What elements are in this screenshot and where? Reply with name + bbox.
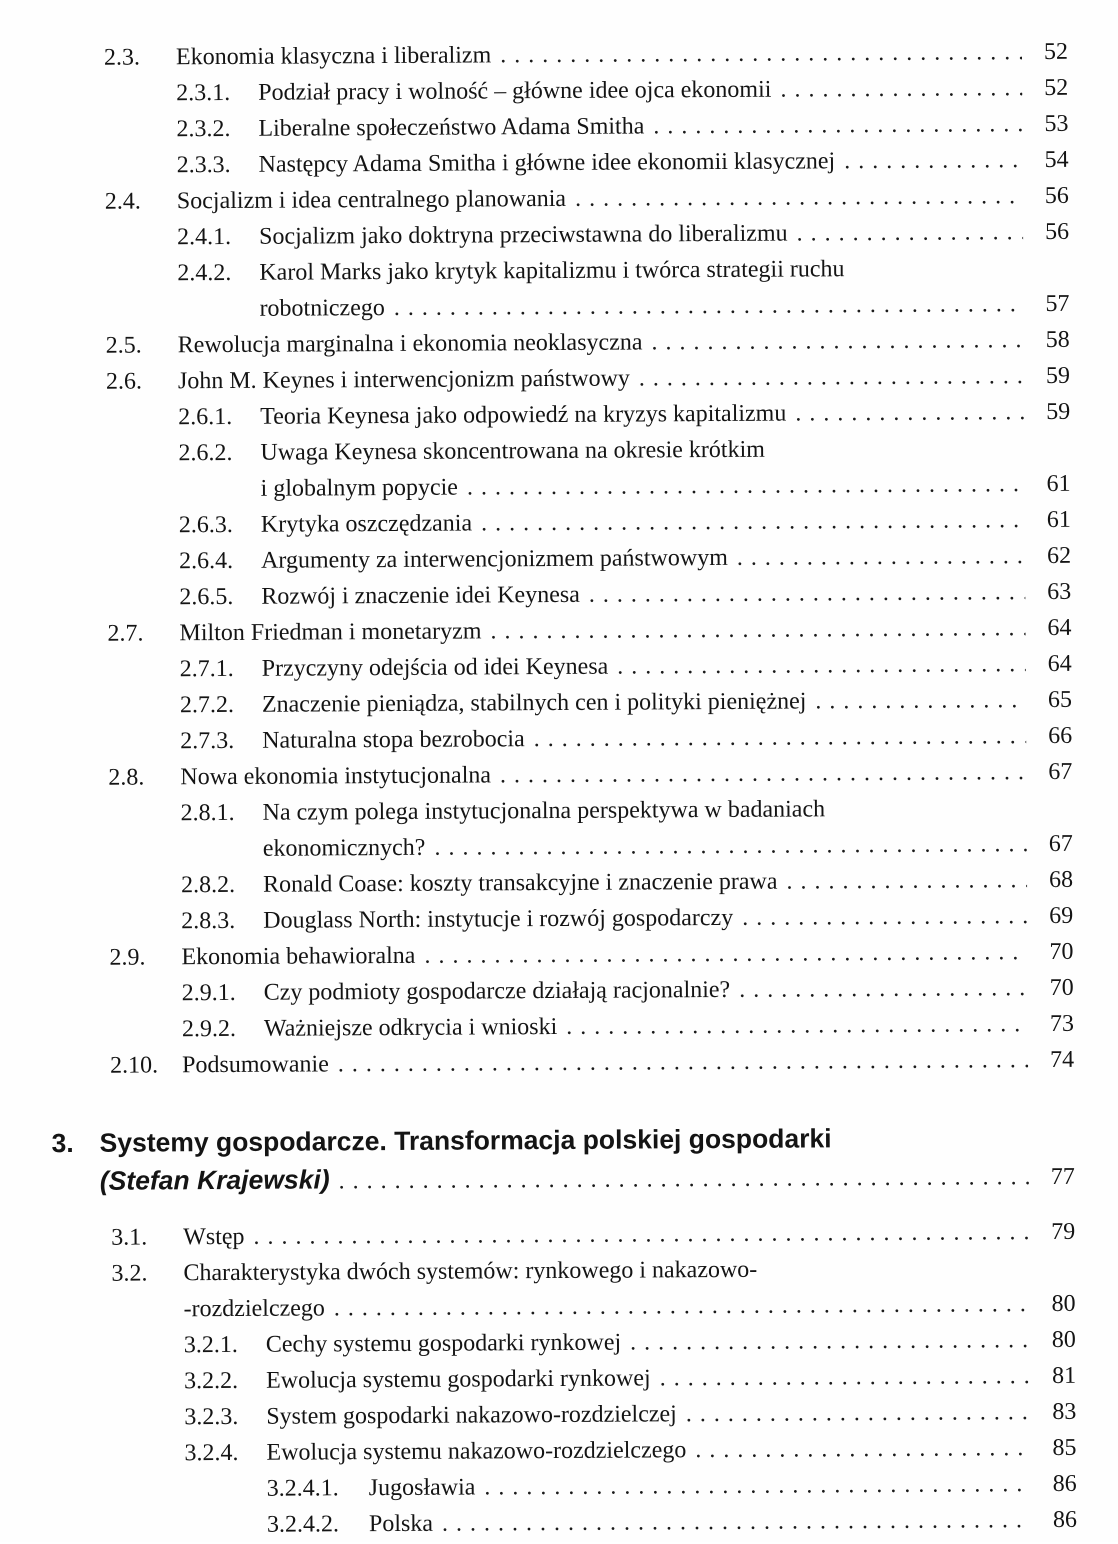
toc-entry-title: Polska <box>368 1510 434 1538</box>
toc-entry-number: 2.8.1. <box>180 799 235 827</box>
dot-leader <box>253 1214 1029 1255</box>
toc-entry-page-number: 59 <box>1045 362 1071 389</box>
toc-entry-title: Argumenty za interwencjonizmem państwowym <box>260 544 728 574</box>
toc-entry-number: 3.2.2. <box>183 1367 239 1395</box>
toc-entry <box>4 790 1072 869</box>
toc-entry-page-number: 64 <box>1047 650 1072 677</box>
toc-entry <box>1 250 1069 329</box>
toc-entry-title: Ekonomia klasyczna i liberalizm <box>175 42 492 71</box>
toc-entry-page-number: 61 <box>1046 506 1071 533</box>
toc-entry-number: 2.3. <box>103 44 141 71</box>
toc-entry-body <box>176 34 1068 75</box>
toc-entry-body <box>258 106 1068 147</box>
toc-entry-body <box>258 70 1068 111</box>
toc-entry-number: 2.6.5. <box>179 583 234 611</box>
dot-leader <box>589 574 1026 613</box>
toc-entry-title: Cechy systemu gospodarki rynkowej <box>265 1329 622 1358</box>
dot-leader <box>424 934 1027 974</box>
toc-entry-page-number: 66 <box>1048 722 1073 749</box>
toc-entry-line <box>264 1006 1074 1047</box>
dot-leader <box>639 358 1024 396</box>
toc-entry-line <box>263 826 1073 867</box>
dot-leader <box>338 1042 1029 1082</box>
toc-entry-number: 2.5. <box>105 332 142 359</box>
dot-leader <box>796 214 1023 251</box>
toc-entry-body <box>178 358 1070 399</box>
toc-entry-line <box>177 178 1069 219</box>
toc-entry-line <box>261 538 1071 579</box>
toc-entry-page-number: 65 <box>1047 686 1073 713</box>
toc-entry-page-number: 81 <box>1051 1362 1077 1389</box>
toc-entry-body <box>177 178 1069 219</box>
toc-entry-title: Douglass North: instytucje i rozwój gospodarczy <box>263 904 734 934</box>
toc-entry-line <box>176 34 1068 75</box>
toc-entry-page-number: 70 <box>1049 974 1074 1001</box>
toc-entry-number: 2.9.1. <box>181 979 236 1007</box>
toc-entry-page-number: 56 <box>1044 218 1070 245</box>
toc-entry-line <box>183 1214 1075 1255</box>
toc-entry-line <box>259 250 1069 291</box>
toc-entry-line <box>261 466 1071 507</box>
toc-entry-number: 2.6.1. <box>178 403 233 431</box>
toc-entry-title: Na czym polega instytucjonalna perspektywa w badaniach <box>262 796 826 826</box>
toc-entry-line <box>178 358 1070 399</box>
toc-entry-page-number: 67 <box>1048 830 1073 857</box>
toc-entry-body <box>178 322 1070 363</box>
toc-entry-title: Teoria Keynesa jako odpowiedź na kryzys kapitalizmu <box>260 400 787 430</box>
toc-entry-page-number: 79 <box>1051 1218 1076 1245</box>
dot-leader <box>780 70 1022 107</box>
toc-entry-number: 3.2. <box>111 1260 148 1287</box>
toc-entry-page-number: 80 <box>1051 1290 1076 1317</box>
toc-entry-body <box>266 1430 1076 1471</box>
toc-entry-body <box>261 574 1071 615</box>
toc-entry-title: Socjalizm i idea centralnego planowania <box>176 185 567 215</box>
toc-entry-title: Ronald Coase: koszty transakcyjne i znaczenie prawa <box>262 868 778 898</box>
toc-entry-body <box>179 610 1071 651</box>
toc-entry-title: Uwaga Keynesa skoncentrowana na okresie krótkim <box>260 436 765 466</box>
dot-leader <box>484 1466 1031 1505</box>
dot-leader <box>695 1430 1030 1468</box>
toc-entry-title: Karol Marks jako krytyk kapitalizmu i twórca strategii ruchu <box>259 256 845 286</box>
toc-entry-page-number: 59 <box>1046 398 1071 425</box>
toc-entry-title: Krytyka oszczędzania <box>260 510 473 538</box>
toc-entry-line <box>266 1322 1076 1363</box>
toc-entry-page-number: 83 <box>1052 1398 1077 1425</box>
toc-entry-title: Rewolucja marginalna i ekonomia neoklasyczna <box>177 329 643 359</box>
toc-entry-body <box>183 1214 1075 1255</box>
dot-leader <box>481 502 1025 541</box>
toc-entry-line <box>259 286 1069 327</box>
toc-entry-page-number: 57 <box>1045 290 1070 317</box>
toc-entry-number: 2.4.1. <box>177 223 232 251</box>
toc-entry-line <box>259 142 1069 183</box>
toc-entry-body <box>264 1006 1074 1047</box>
toc-entry-title: i globalnym popycie <box>260 474 458 502</box>
toc-entry-body <box>262 718 1072 759</box>
toc-entry-line <box>184 1286 1076 1327</box>
toc-entry <box>6 1042 1074 1085</box>
toc-entry-number: 2.7.2. <box>179 691 235 719</box>
dot-leader <box>651 322 1023 360</box>
toc-entry-page-number: 73 <box>1049 1010 1074 1037</box>
toc-entry-body <box>264 970 1074 1011</box>
dot-leader <box>686 1394 1031 1432</box>
toc-entry-title: Jugosławia <box>368 1474 476 1502</box>
toc-entry-body <box>262 646 1072 687</box>
dot-leader <box>653 106 1022 144</box>
toc-entry-number: 3.2.4.2. <box>266 1511 340 1538</box>
toc-entry-page-number: 54 <box>1044 146 1069 173</box>
toc-entry-title: Nowa ekonomia instytucjonalna <box>180 762 492 791</box>
toc-entry-line <box>100 1156 1075 1202</box>
toc-entry-title: John M. Keynes i interwencjonizm państwowy <box>177 365 630 395</box>
dot-leader <box>467 466 1025 505</box>
toc-entry-body <box>263 862 1073 903</box>
toc-entry-body <box>262 682 1072 723</box>
dot-leader <box>795 394 1024 431</box>
toc-entry-page-number: 74 <box>1050 1046 1075 1073</box>
toc-entry-title: Ewolucja systemu nakazowo-rozdzielczego <box>266 1437 687 1466</box>
toc-entry-body <box>259 142 1069 183</box>
toc-entry-title: Socjalizm jako doktryna przeciwstawna do liberalizmu <box>259 220 788 250</box>
toc-entry-page-number: 58 <box>1045 326 1070 353</box>
dot-leader <box>617 646 1026 684</box>
toc-entry-line <box>260 430 1070 471</box>
toc-entry-line <box>99 1118 1074 1162</box>
toc-entry-number: 2.4.2. <box>177 259 232 287</box>
toc-entry-body <box>261 502 1071 543</box>
toc-entry-title: Ekonomia behawioralna <box>181 942 416 971</box>
dot-leader <box>844 142 1023 179</box>
dot-leader <box>575 178 1023 217</box>
toc-entry-line <box>258 106 1068 147</box>
toc-entry-body <box>266 1322 1076 1363</box>
toc-entry-line <box>263 862 1073 903</box>
toc-entry-number: 2.8.2. <box>180 871 236 899</box>
toc-entry-number: 3. <box>51 1127 74 1159</box>
dot-leader <box>660 1358 1031 1396</box>
toc-entry-line <box>181 934 1073 975</box>
toc-entry-title: Przyczyny odejścia od idei Keynesa <box>261 653 609 682</box>
toc-entry-body <box>261 538 1071 579</box>
dot-leader <box>500 34 1022 73</box>
toc-entry-number: 3.2.4.1. <box>266 1475 339 1502</box>
toc-entry-number: 2.6.2. <box>178 439 233 467</box>
toc-entry-number: 2.8. <box>108 764 145 791</box>
toc-entry-page-number: 56 <box>1044 182 1069 209</box>
toc-entry-line <box>262 646 1072 687</box>
toc-entry-body <box>266 1358 1076 1399</box>
toc-entry-page-number: 85 <box>1052 1434 1077 1461</box>
toc-entry-number: 2.3.1. <box>176 79 231 107</box>
toc-entry-number: 3.1. <box>111 1224 148 1251</box>
toc-entry-number: 2.10. <box>110 1052 159 1079</box>
toc-entry-page-number: 77 <box>1050 1163 1075 1190</box>
toc-entry-body <box>263 898 1073 939</box>
toc-entry-line <box>264 970 1074 1011</box>
toc-entry-line <box>369 1466 1077 1506</box>
toc-entry-title: -rozdzielczego <box>183 1295 325 1323</box>
toc-entry-page-number: 80 <box>1051 1326 1076 1353</box>
dot-leader <box>630 1322 1030 1360</box>
toc-entry-title: Milton Friedman i monetaryzm <box>179 618 482 647</box>
toc-entry <box>2 430 1070 509</box>
toc-entry-title: (Stefan Krajewski) <box>99 1164 330 1196</box>
toc-entry-title: Podsumowanie <box>182 1051 329 1079</box>
toc-entry-page-number: 67 <box>1048 758 1073 785</box>
dot-leader <box>737 538 1025 576</box>
toc-entry-body <box>369 1466 1077 1506</box>
dot-leader <box>338 1158 1028 1200</box>
toc-entry-title: Liberalne społeczeństwo Adama Smitha <box>258 113 645 142</box>
toc-entry-body <box>369 1502 1077 1542</box>
toc-entry-page-number: 64 <box>1047 614 1072 641</box>
toc-entry-line <box>259 214 1069 255</box>
toc-entry-title: ekonomicznych? <box>262 834 426 862</box>
toc-entry-line <box>262 682 1072 723</box>
toc-entry-line <box>369 1502 1077 1542</box>
dot-leader <box>442 1502 1031 1542</box>
toc-entry-number: 2.7.3. <box>180 727 235 755</box>
toc-entry-page-number: 52 <box>1044 74 1069 101</box>
toc-entry-page-number: 69 <box>1049 902 1074 929</box>
toc-entry-number: 2.6.3. <box>178 511 233 539</box>
toc-entry-title: Charakterystyka dwóch systemów: rynkowego i nakazowo- <box>183 1256 758 1287</box>
toc-entry-body <box>181 934 1073 975</box>
toc-entry-page-number: 52 <box>1043 38 1069 65</box>
dot-leader <box>394 286 1024 326</box>
dot-leader <box>534 718 1027 757</box>
toc-entry <box>9 1502 1077 1544</box>
toc-entry-number: 2.4. <box>104 188 141 215</box>
toc-entry-line <box>261 574 1071 615</box>
toc-entry-line <box>266 1358 1076 1399</box>
toc-entry-body <box>260 430 1070 507</box>
toc-entry-page-number: 70 <box>1049 938 1074 965</box>
toc-entry-line <box>183 1250 1075 1291</box>
dot-leader <box>500 754 1027 793</box>
dot-leader <box>490 610 1025 649</box>
toc-entry-number: 2.9. <box>109 944 146 971</box>
dot-leader <box>786 862 1027 899</box>
dot-leader <box>566 1006 1028 1045</box>
toc-entry-line <box>258 70 1068 111</box>
toc-entry-title: Systemy gospodarcze. Transformacja polskiej gospodarki <box>99 1123 832 1158</box>
toc-entry-title: Podział pracy i wolność – główne idee ojca ekonomii <box>258 76 772 106</box>
toc-entry-line <box>180 754 1072 795</box>
toc-entry-number: 3.2.1. <box>183 1331 238 1359</box>
toc-entry-line <box>178 322 1070 363</box>
dot-leader <box>742 898 1027 936</box>
toc-entry-line <box>260 394 1070 435</box>
toc-entry-body <box>99 1118 1074 1202</box>
toc-entry-line <box>262 790 1072 831</box>
toc-entry-number: 3.2.3. <box>184 1403 239 1431</box>
toc-entry-title: Wstęp <box>183 1223 245 1251</box>
toc-entry-body <box>259 250 1069 327</box>
toc-entry-number: 2.9.2. <box>181 1015 237 1043</box>
dot-leader <box>434 826 1027 866</box>
toc-entry-title: Następcy Adama Smitha i główne idee ekonomii klasycznej <box>258 148 836 178</box>
toc-entry-page-number: 62 <box>1046 542 1072 569</box>
toc-entry-line <box>266 1394 1076 1435</box>
toc-entry-line <box>179 610 1071 651</box>
toc-entry-body <box>183 1250 1075 1327</box>
toc-entry-title: Ważniejsze odkrycia i wnioski <box>263 1013 558 1042</box>
toc-entry-number: 2.6.4. <box>178 547 234 575</box>
toc-entry <box>7 1118 1075 1203</box>
toc-entry-body <box>180 754 1072 795</box>
toc-entry-title: robotniczego <box>259 295 385 322</box>
toc-entry-line <box>263 898 1073 939</box>
toc-entry-number: 2.8.3. <box>181 907 236 935</box>
toc-entry-body <box>266 1394 1076 1435</box>
toc-entry-body <box>259 214 1069 255</box>
toc-entry-title: Czy podmioty gospodarcze działają racjonalnie? <box>263 976 731 1006</box>
toc-entry-line <box>266 1430 1076 1471</box>
toc-entry-line <box>261 502 1071 543</box>
toc-entry-title: Znaczenie pieniądza, stabilnych cen i polityki pieniężnej <box>261 688 807 718</box>
toc-entry-line <box>182 1042 1074 1083</box>
toc-entry-title: System gospodarki nakazowo-rozdzielczej <box>266 1401 677 1430</box>
toc-entry-page-number: 86 <box>1052 1470 1077 1497</box>
toc-entry-number: 2.7.1. <box>179 655 234 683</box>
toc-entry <box>7 1250 1075 1329</box>
toc-entry-title: Rozwój i znaczenie idei Keynesa <box>261 581 580 610</box>
toc-entry-number: 2.3.2. <box>176 115 231 143</box>
dot-leader <box>815 682 1026 719</box>
toc-entry-number: 3.2.4. <box>184 1439 239 1467</box>
toc-entry-page-number: 86 <box>1052 1506 1078 1533</box>
toc-entry-body <box>182 1042 1074 1083</box>
toc-entry-number: 2.7. <box>107 620 144 647</box>
toc-entry-number: 2.6. <box>105 368 143 395</box>
toc-entry-number: 2.3.3. <box>176 151 231 179</box>
toc-entry-title: Ewolucja systemu gospodarki rynkowej <box>265 1365 651 1394</box>
toc-entry-body <box>262 790 1072 867</box>
toc-entry-line <box>262 718 1072 759</box>
toc-entry-page-number: 61 <box>1046 470 1071 497</box>
toc-entry-body <box>260 394 1070 435</box>
toc-entry-page-number: 63 <box>1047 578 1072 605</box>
toc-entry-page-number: 53 <box>1044 110 1069 137</box>
toc-entry-page-number: 68 <box>1048 866 1074 893</box>
dot-leader <box>739 970 1028 1008</box>
dot-leader <box>334 1286 1030 1326</box>
toc-entry-title: Naturalna stopa bezrobocia <box>262 726 525 754</box>
